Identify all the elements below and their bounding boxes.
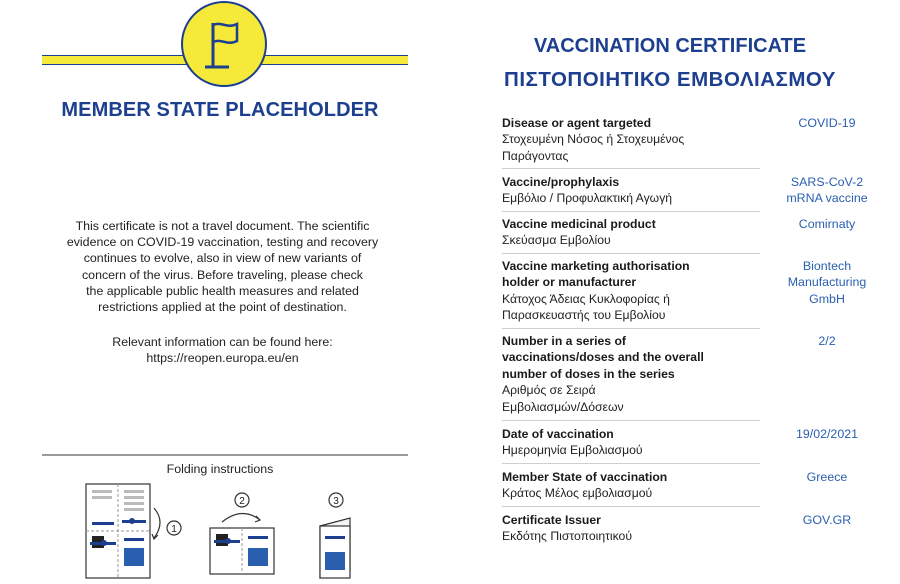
value-vaccination-date: 19/02/2021 — [795, 427, 858, 441]
row-disease: Disease or agent targeted Στοχευμένη Νόσος ή Στοχευμένος Παράγοντας COVID-19 — [502, 115, 892, 164]
travel-notice: This certificate is not a travel document. The scientific evidence on COVID-19 vaccination, testing and recovery continues to evolve, also in view of new variants of concern of the virus. Before traveling, please check the applicable public health measures and related restrictions applied at the point of destination. — [66, 219, 379, 315]
row-marketing-holder: Vaccine marketing authorisation holder or manufacturer Κάτοχος Άδειας Κυκλοφορίας ή Παρασκευαστής του Εμβολίου Biontech Manufacturing GmbH — [502, 258, 892, 324]
value-dose-number: 2/2 — [818, 334, 836, 348]
row-separator — [502, 328, 760, 329]
relevant-info: Relevant information can be found here: https://reopen.europa.eu/en — [50, 334, 395, 366]
row-member-state: Member State of vaccination Κράτος Μέλος εμβολιασμού Greece — [502, 469, 892, 502]
fold-step-1-sheet — [86, 484, 150, 578]
row-vaccination-date: Date of vaccination Ημερομηνία Εμβολιασμού 19/02/2021 — [502, 426, 892, 459]
row-separator — [502, 211, 760, 212]
row-separator — [502, 420, 760, 421]
row-certificate-issuer: Certificate Issuer Εκδότης Πιστοποιητικού GOV.GR — [502, 512, 892, 545]
fold-step-1-number: 1 — [171, 524, 177, 535]
row-separator — [502, 253, 760, 254]
left-panel — [0, 0, 440, 584]
fold-step-3-sheet — [320, 518, 350, 578]
fold-step-3-number: 3 — [333, 496, 339, 507]
value-member-state: Greece — [806, 470, 848, 484]
flag-icon — [181, 1, 267, 87]
reopen-link[interactable]: https://reopen.europa.eu/en — [146, 351, 299, 366]
certificate-title-en: VACCINATION CERTIFICATE — [533, 35, 807, 57]
row-separator — [502, 506, 760, 507]
value-disease: COVID-19 — [798, 116, 856, 130]
row-medicinal-product: Vaccine medicinal product Σκεύασμα Εμβολίου Comirnaty — [502, 216, 892, 249]
value-certificate-issuer: GOV.GR — [802, 513, 852, 527]
row-dose-number: Number in a series of vaccinations/doses and the overall number of doses in the series Αριθμός σε Σειρά Εμβολιασμών/Δόσεων 2/2 — [502, 333, 892, 415]
folding-divider — [42, 454, 408, 456]
right-panel — [440, 0, 900, 584]
member-state-title: MEMBER STATE PLACEHOLDER — [61, 99, 379, 121]
value-vaccine-prophylaxis: SARS-CoV-2 mRNA vaccine — [786, 175, 868, 206]
value-medicinal-product: Comirnaty — [798, 217, 856, 231]
folding-illustration — [80, 478, 360, 582]
row-vaccine-prophylaxis: Vaccine/prophylaxis Εμβόλιο / Προφυλακτική Αγωγή SARS-CoV-2 mRNA vaccine — [502, 174, 892, 207]
certificate-title-gr: ΠΙΣΤΟΠΟΙΗΤΙΚΟ ΕΜΒΟΛΙΑΣΜΟΥ — [504, 68, 836, 91]
row-separator — [502, 463, 760, 464]
fold-step-2-number: 2 — [239, 496, 245, 507]
value-marketing-holder: Biontech Manufacturing GmbH — [787, 259, 867, 306]
folding-title: Folding instructions — [166, 462, 274, 476]
fold-step-2-sheet — [210, 528, 274, 574]
row-separator — [502, 168, 760, 169]
